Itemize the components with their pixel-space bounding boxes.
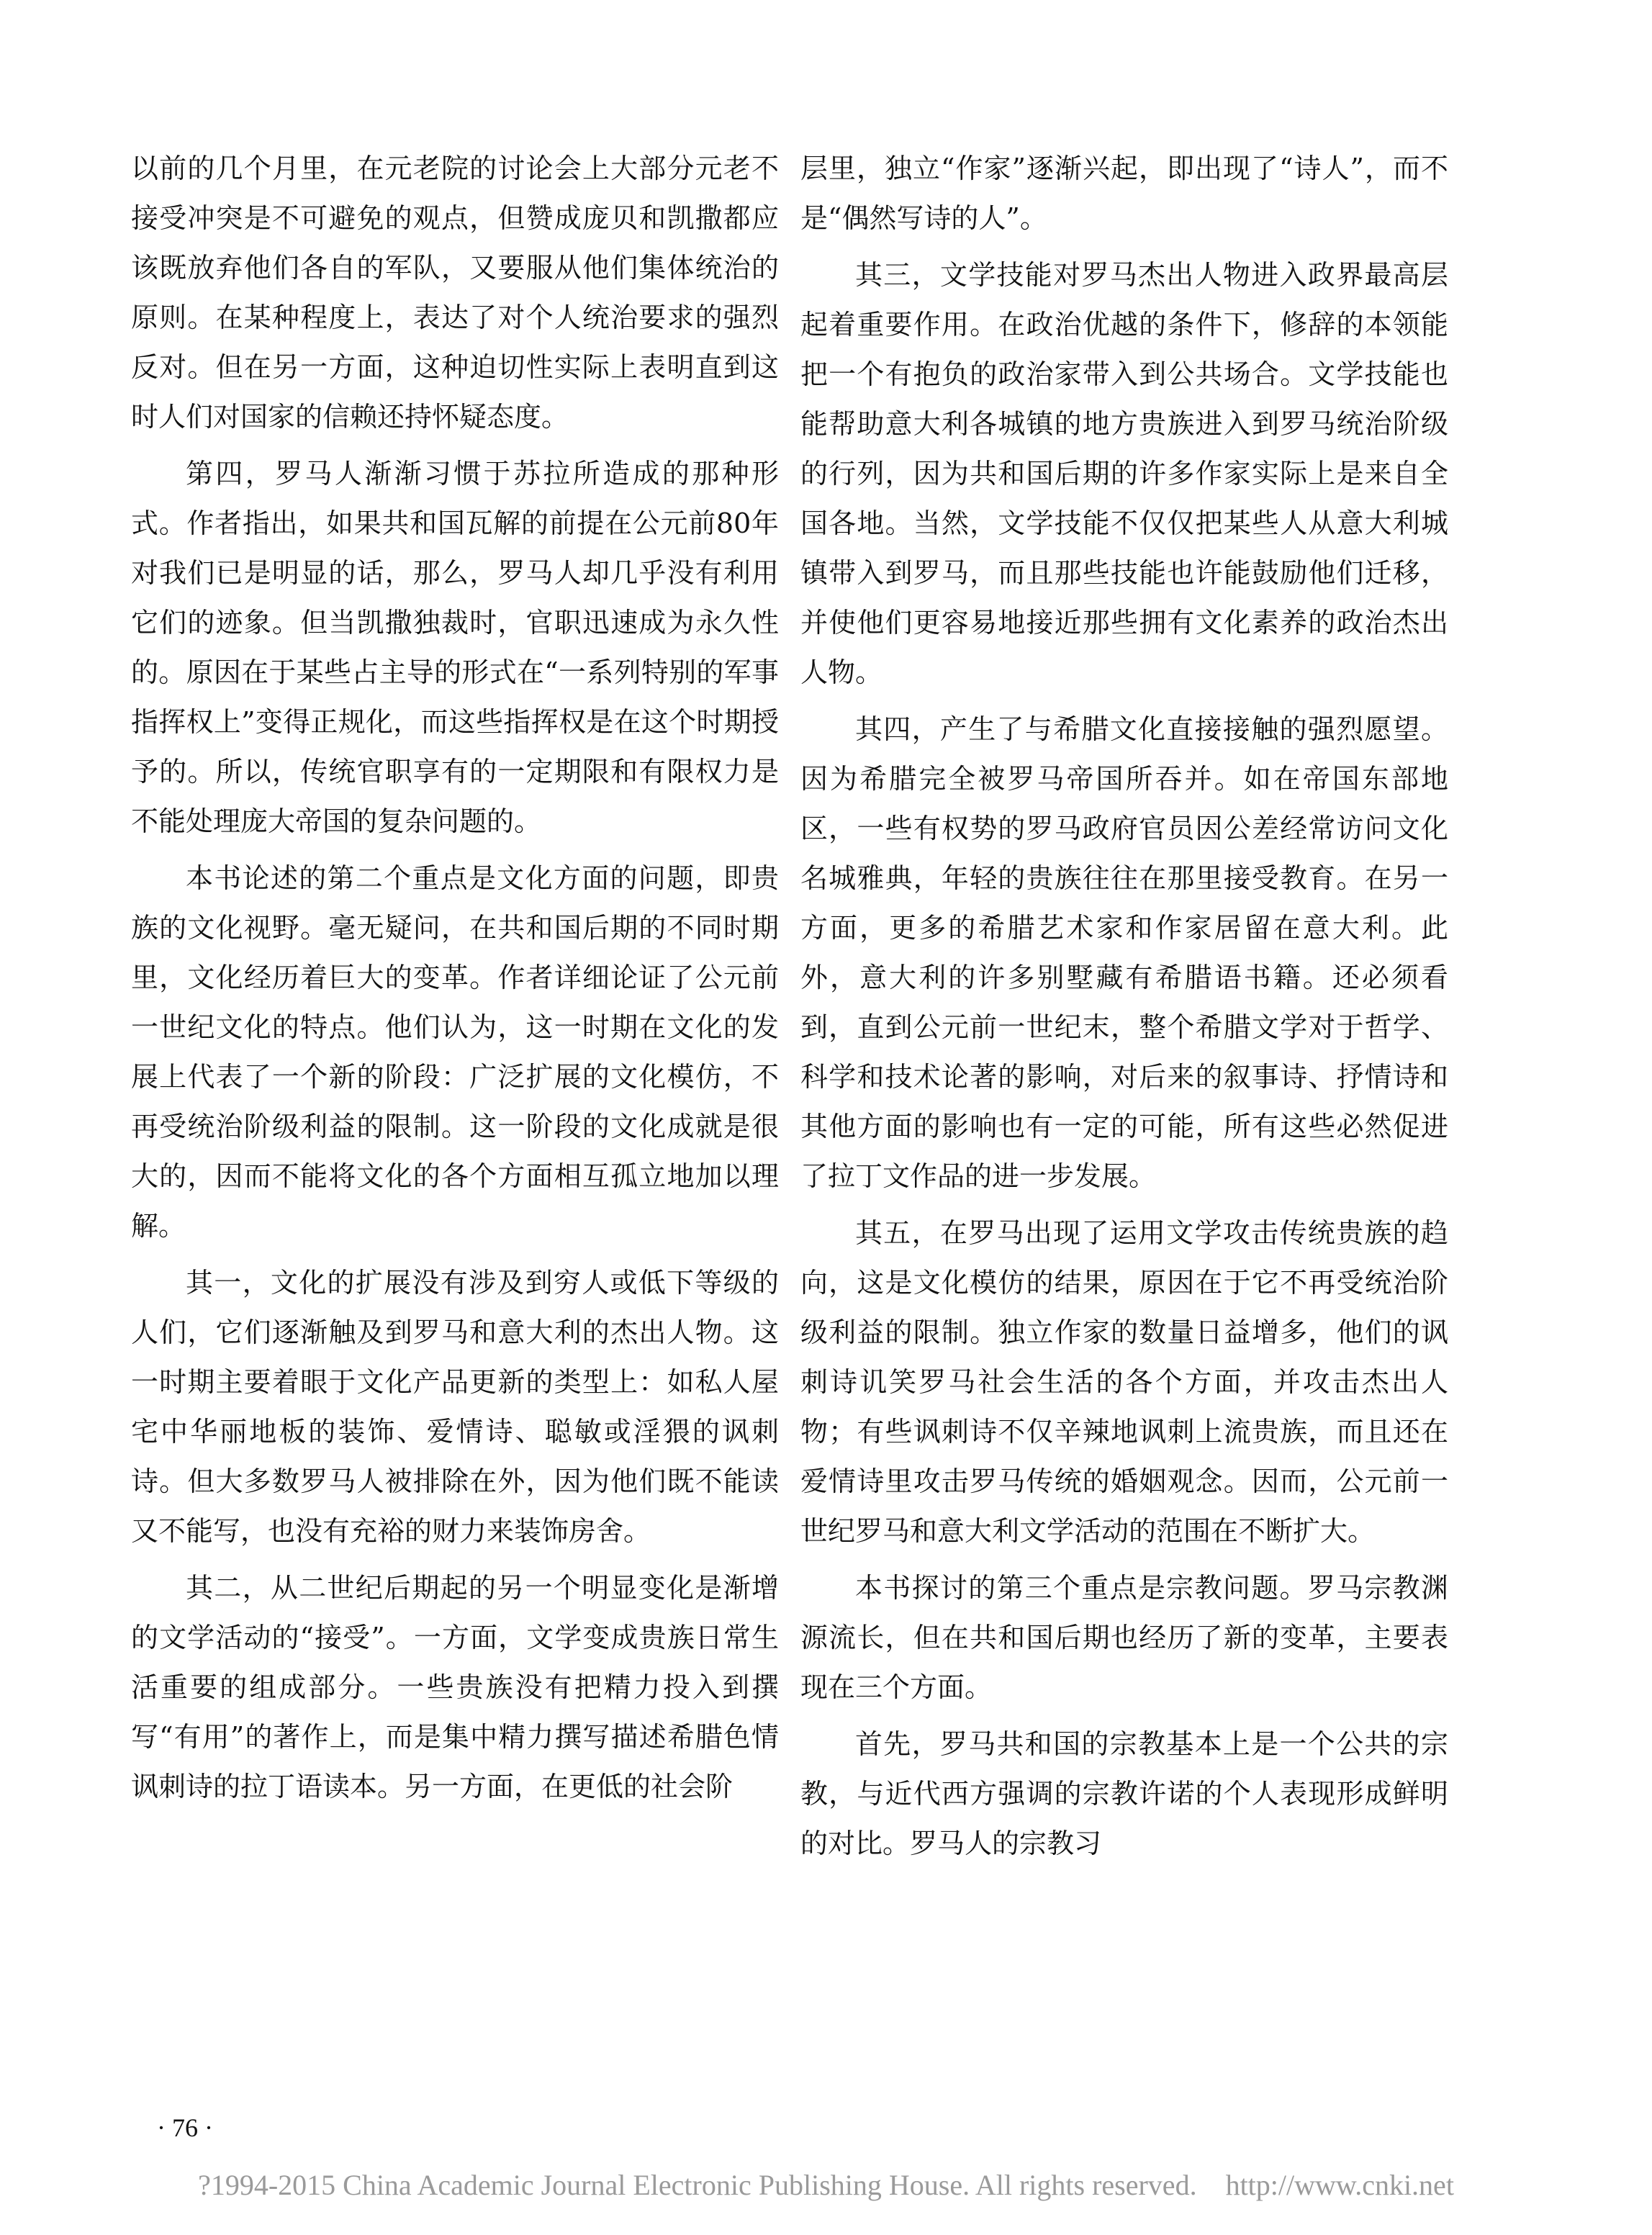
paragraph: 其二，从二世纪后期起的另一个明显变化是渐增的文学活动的“接受”。一方面，文学变成贵族日常生活重要的组成部分。一些贵族没有把精力投入到撰写“有用”的著作上，而是集中精力撰写描述希腊色情讽刺诗的拉丁语读本。另一方面，在更低的社会阶 (131, 1572, 779, 1802)
paragraph: 层里，独立“作家”逐渐兴起，即出现了“诗人”，而不是“偶然写诗的人”。 (800, 153, 1448, 234)
left-column (131, 144, 779, 1819)
paragraph: 第四，罗马人渐渐习惯于苏拉所造成的那种形式。作者指出，如果共和国瓦解的前提在公元前80年对我们已是明显的话，那么，罗马人却几乎没有利用它们的迹象。但当凯撒独裁时，官职迅速成为永久性的。原因在于某些占主导的形式在“一系列特别的军事指挥权上”变得正规化，而这些指挥权是在这个时期授予的。所以，传统官职享有的一定期限和有限权力是不能处理庞大帝国的复杂问题的。 (131, 458, 779, 837)
paragraph: 本书探讨的第三个重点是宗教问题。罗马宗教渊源流长，但在共和国后期也经历了新的变革，主要表现在三个方面。 (800, 1572, 1448, 1703)
right-column (800, 144, 1448, 1876)
page-number: · 76 · (157, 2113, 213, 2142)
paragraph: 其三，文学技能对罗马杰出人物进入政界最高层起着重要作用。在政治优越的条件下，修辞的本领能把一个有抱负的政治家带入到公共场合。文学技能也能帮助意大利各城镇的地方贵族进入到罗马统治阶级的行列，因为共和国后期的许多作家实际上是来自全国各地。当然，文学技能不仅仅把某些人从意大利城镇带入到罗马，而且那些技能也许能鼓励他们迁移，并使他们更容易地接近那些拥有文化素养的政治杰出人物。 (800, 259, 1448, 688)
paragraph: 以前的几个月里，在元老院的讨论会上大部分元老不接受冲突是不可避免的观点，但赞成庞贝和凯撒都应该既放弃他们各自的军队，又要服从他们集体统治的原则。在某种程度上，表达了对个人统治要求的强烈反对。但在另一方面，这种迫切性实际上表明直到这时人们对国家的信赖还持怀疑态度。 (131, 153, 779, 433)
copyright-footer: ?1994-2015 China Academic Journal Electronic Publishing House. All rights reserved. http://www.cnki.net (198, 2169, 1454, 2201)
paragraph: 首先，罗马共和国的宗教基本上是一个公共的宗教，与近代西方强调的宗教许诺的个人表现形成鲜明的对比。罗马人的宗教习 (800, 1728, 1448, 1859)
paragraph: 其五，在罗马出现了运用文学攻击传统贵族的趋向，这是文化模仿的结果，原因在于它不再受统治阶级利益的限制。独立作家的数量日益增多，他们的讽刺诗讥笑罗马社会生活的各个方面，并攻击杰出人物；有些讽刺诗不仅辛辣地讽刺上流贵族，而且还在爱情诗里攻击罗马传统的婚姻观念。因而，公元前一世纪罗马和意大利文学活动的范围在不断扩大。 (800, 1217, 1448, 1547)
paragraph: 本书论述的第二个重点是文化方面的问题，即贵族的文化视野。毫无疑问，在共和国后期的不同时期里，文化经历着巨大的变革。作者详细论证了公元前一世纪文化的特点。他们认为，这一时期在文化的发展上代表了一个新的阶段：广泛扩展的文化模仿，不再受统治阶级利益的限制。这一阶段的文化成就是很大的，因而不能将文化的各个方面相互孤立地加以理解。 (131, 862, 779, 1242)
paragraph: 其一，文化的扩展没有涉及到穷人或低下等级的人们，它们逐渐触及到罗马和意大利的杰出人物。这一时期主要着眼于文化产品更新的类型上：如私人屋宅中华丽地板的装饰、爱情诗、聪敏或淫猥的讽刺诗。但大多数罗马人被排除在外，因为他们既不能读又不能写，也没有充裕的财力来装饰房舍。 (131, 1267, 779, 1547)
paragraph: 其四，产生了与希腊文化直接接触的强烈愿望。因为希腊完全被罗马帝国所吞并。如在帝国东部地区，一些有权势的罗马政府官员因公差经常访问文化名城雅典，年轻的贵族往往在那里接受教育。在另一方面，更多的希腊艺术家和作家居留在意大利。此外，意大利的许多别墅藏有希腊语书籍。还必须看到，直到公元前一世纪末，整个希腊文学对于哲学、科学和技术论著的影响，对后来的叙事诗、抒情诗和其他方面的影响也有一定的可能，所有这些必然促进了拉丁文作品的进一步发展。 (800, 713, 1448, 1192)
